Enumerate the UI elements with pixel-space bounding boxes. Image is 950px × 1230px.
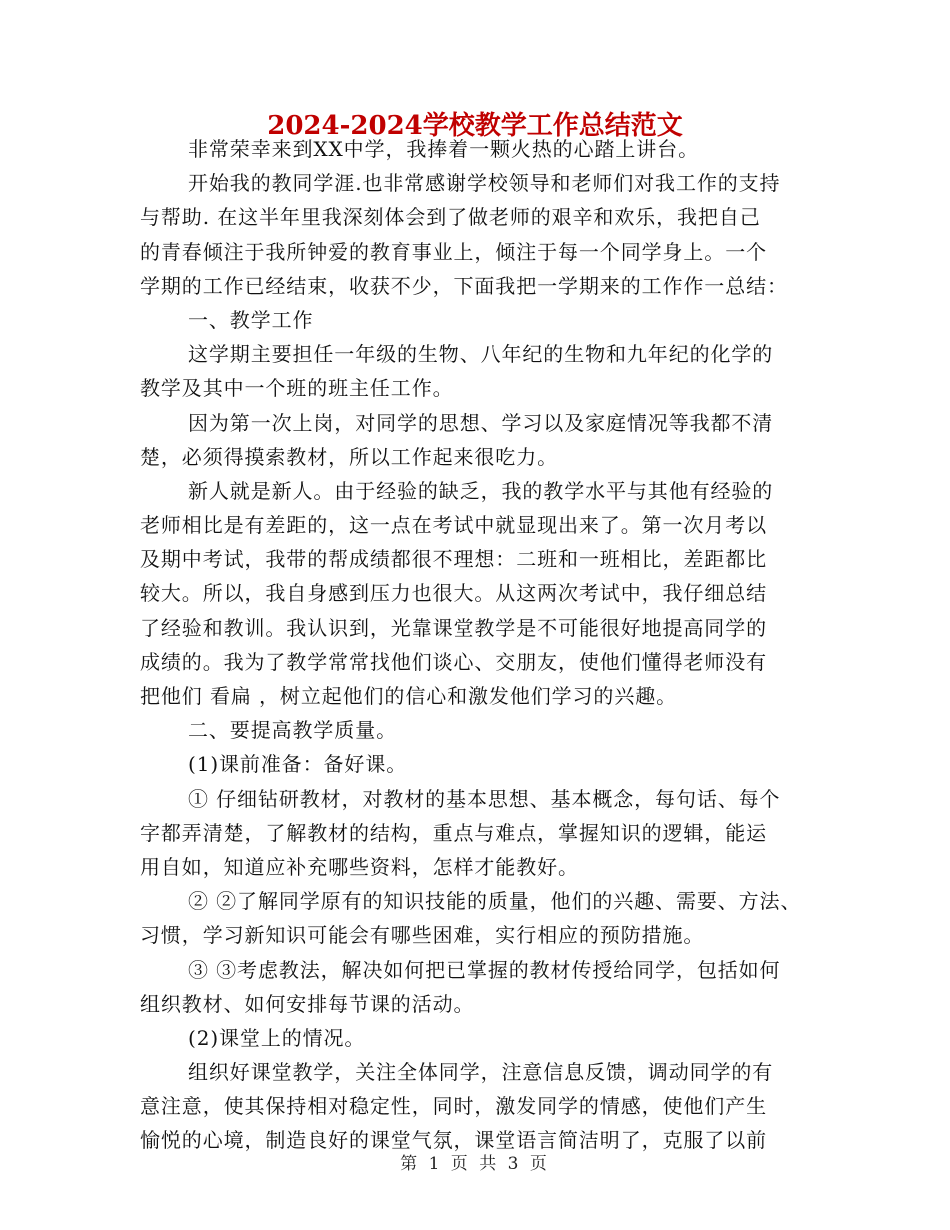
body-line: 愉悦的心境，制造良好的课堂气氛，课堂语言简洁明了，克服了以前 bbox=[140, 1128, 767, 1153]
body-line: 习惯，学习新知识可能会有哪些困难，实行相应的预防措施。 bbox=[140, 923, 705, 948]
body-line: 成绩的。我为了教学常常找他们谈心、交朋友，使他们懂得老师没有 bbox=[140, 649, 767, 674]
document-body bbox=[140, 132, 830, 1158]
body-line: ② ②了解同学原有的知识技能的质量，他们的兴趣、需要、方法、 bbox=[188, 889, 802, 914]
section-heading: 二、要提高教学质量。 bbox=[188, 718, 397, 743]
body-line: ① 仔细钻研教材，对教材的基本思想、基本概念，每句话、每个 bbox=[188, 786, 781, 811]
body-line: 因为第一次上岗，对同学的思想、学习以及家庭情况等我都不清 bbox=[188, 410, 774, 435]
body-line: 老师相比是有差距的，这一点在考试中就显现出来了。第一次月考以 bbox=[140, 513, 767, 538]
body-line: 的青春倾注于我所钟爱的教育事业上，倾注于每一个同学身上。一个 bbox=[140, 239, 767, 264]
document-title: 2024-2024学校教学工作总结范文 bbox=[267, 111, 683, 141]
body-line: 组织好课堂教学，关注全体同学，注意信息反馈，调动同学的有 bbox=[188, 1060, 774, 1085]
page-footer: 第 1 页 共 3 页 bbox=[400, 1154, 550, 1174]
body-line: 教学及其中一个班的班主任工作。 bbox=[140, 376, 454, 401]
body-line: 意注意，使其保持相对稳定性，同时，激发同学的情感，使他们产生 bbox=[140, 1094, 767, 1119]
subsection-heading: (1)课前准备：备好课。 bbox=[188, 752, 408, 777]
body-line: 这学期主要担任一年级的生物、八年纪的生物和九年纪的化学的 bbox=[188, 342, 774, 367]
body-line: 学期的工作已经结束，收获不少，下面我把一学期来的工作作一总结： bbox=[140, 273, 788, 298]
body-line: 了经验和教训。我认识到，光靠课堂教学是不可能很好地提高同学的 bbox=[140, 615, 767, 640]
body-line: 字都弄清楚，了解教材的结构，重点与难点，掌握知识的逻辑，能运 bbox=[140, 820, 767, 845]
body-line: 用自如，知道应补充哪些资料，怎样才能教好。 bbox=[140, 854, 579, 879]
body-line: 非常荣幸来到XX中学，我捧着一颗火热的心踏上讲台。 bbox=[188, 137, 699, 161]
body-line: 把他们 看扁 ，树立起他们的信心和激发他们学习的兴趣。 bbox=[140, 684, 678, 708]
body-line: 开始我的教同学涯.也非常感谢学校领导和老师们对我工作的支持 bbox=[188, 171, 781, 196]
body-line: 楚，必须得摸索教材，所以工作起来很吃力。 bbox=[140, 444, 558, 469]
body-line: 与帮助. 在这半年里我深刻体会到了做老师的艰辛和欢乐，我把自己 bbox=[140, 205, 761, 230]
body-line: 新人就是新人。由于经验的缺乏，我的教学水平与其他有经验的 bbox=[188, 478, 774, 503]
body-line: ③ ③考虑教法，解决如何把已掌握的教材传授给同学，包括如何 bbox=[188, 957, 781, 982]
body-line: 组织教材、如何安排每节课的活动。 bbox=[140, 991, 475, 1016]
body-line: 较大。所以，我自身感到压力也很大。从这两次考试中，我仔细总结 bbox=[140, 581, 767, 606]
subsection-heading: (2)课堂上的情况。 bbox=[188, 1025, 366, 1050]
section-heading: 一、教学工作 bbox=[188, 307, 314, 332]
body-line: 及期中考试，我带的帮成绩都很不理想：二班和一班相比，差距都比 bbox=[140, 547, 767, 572]
